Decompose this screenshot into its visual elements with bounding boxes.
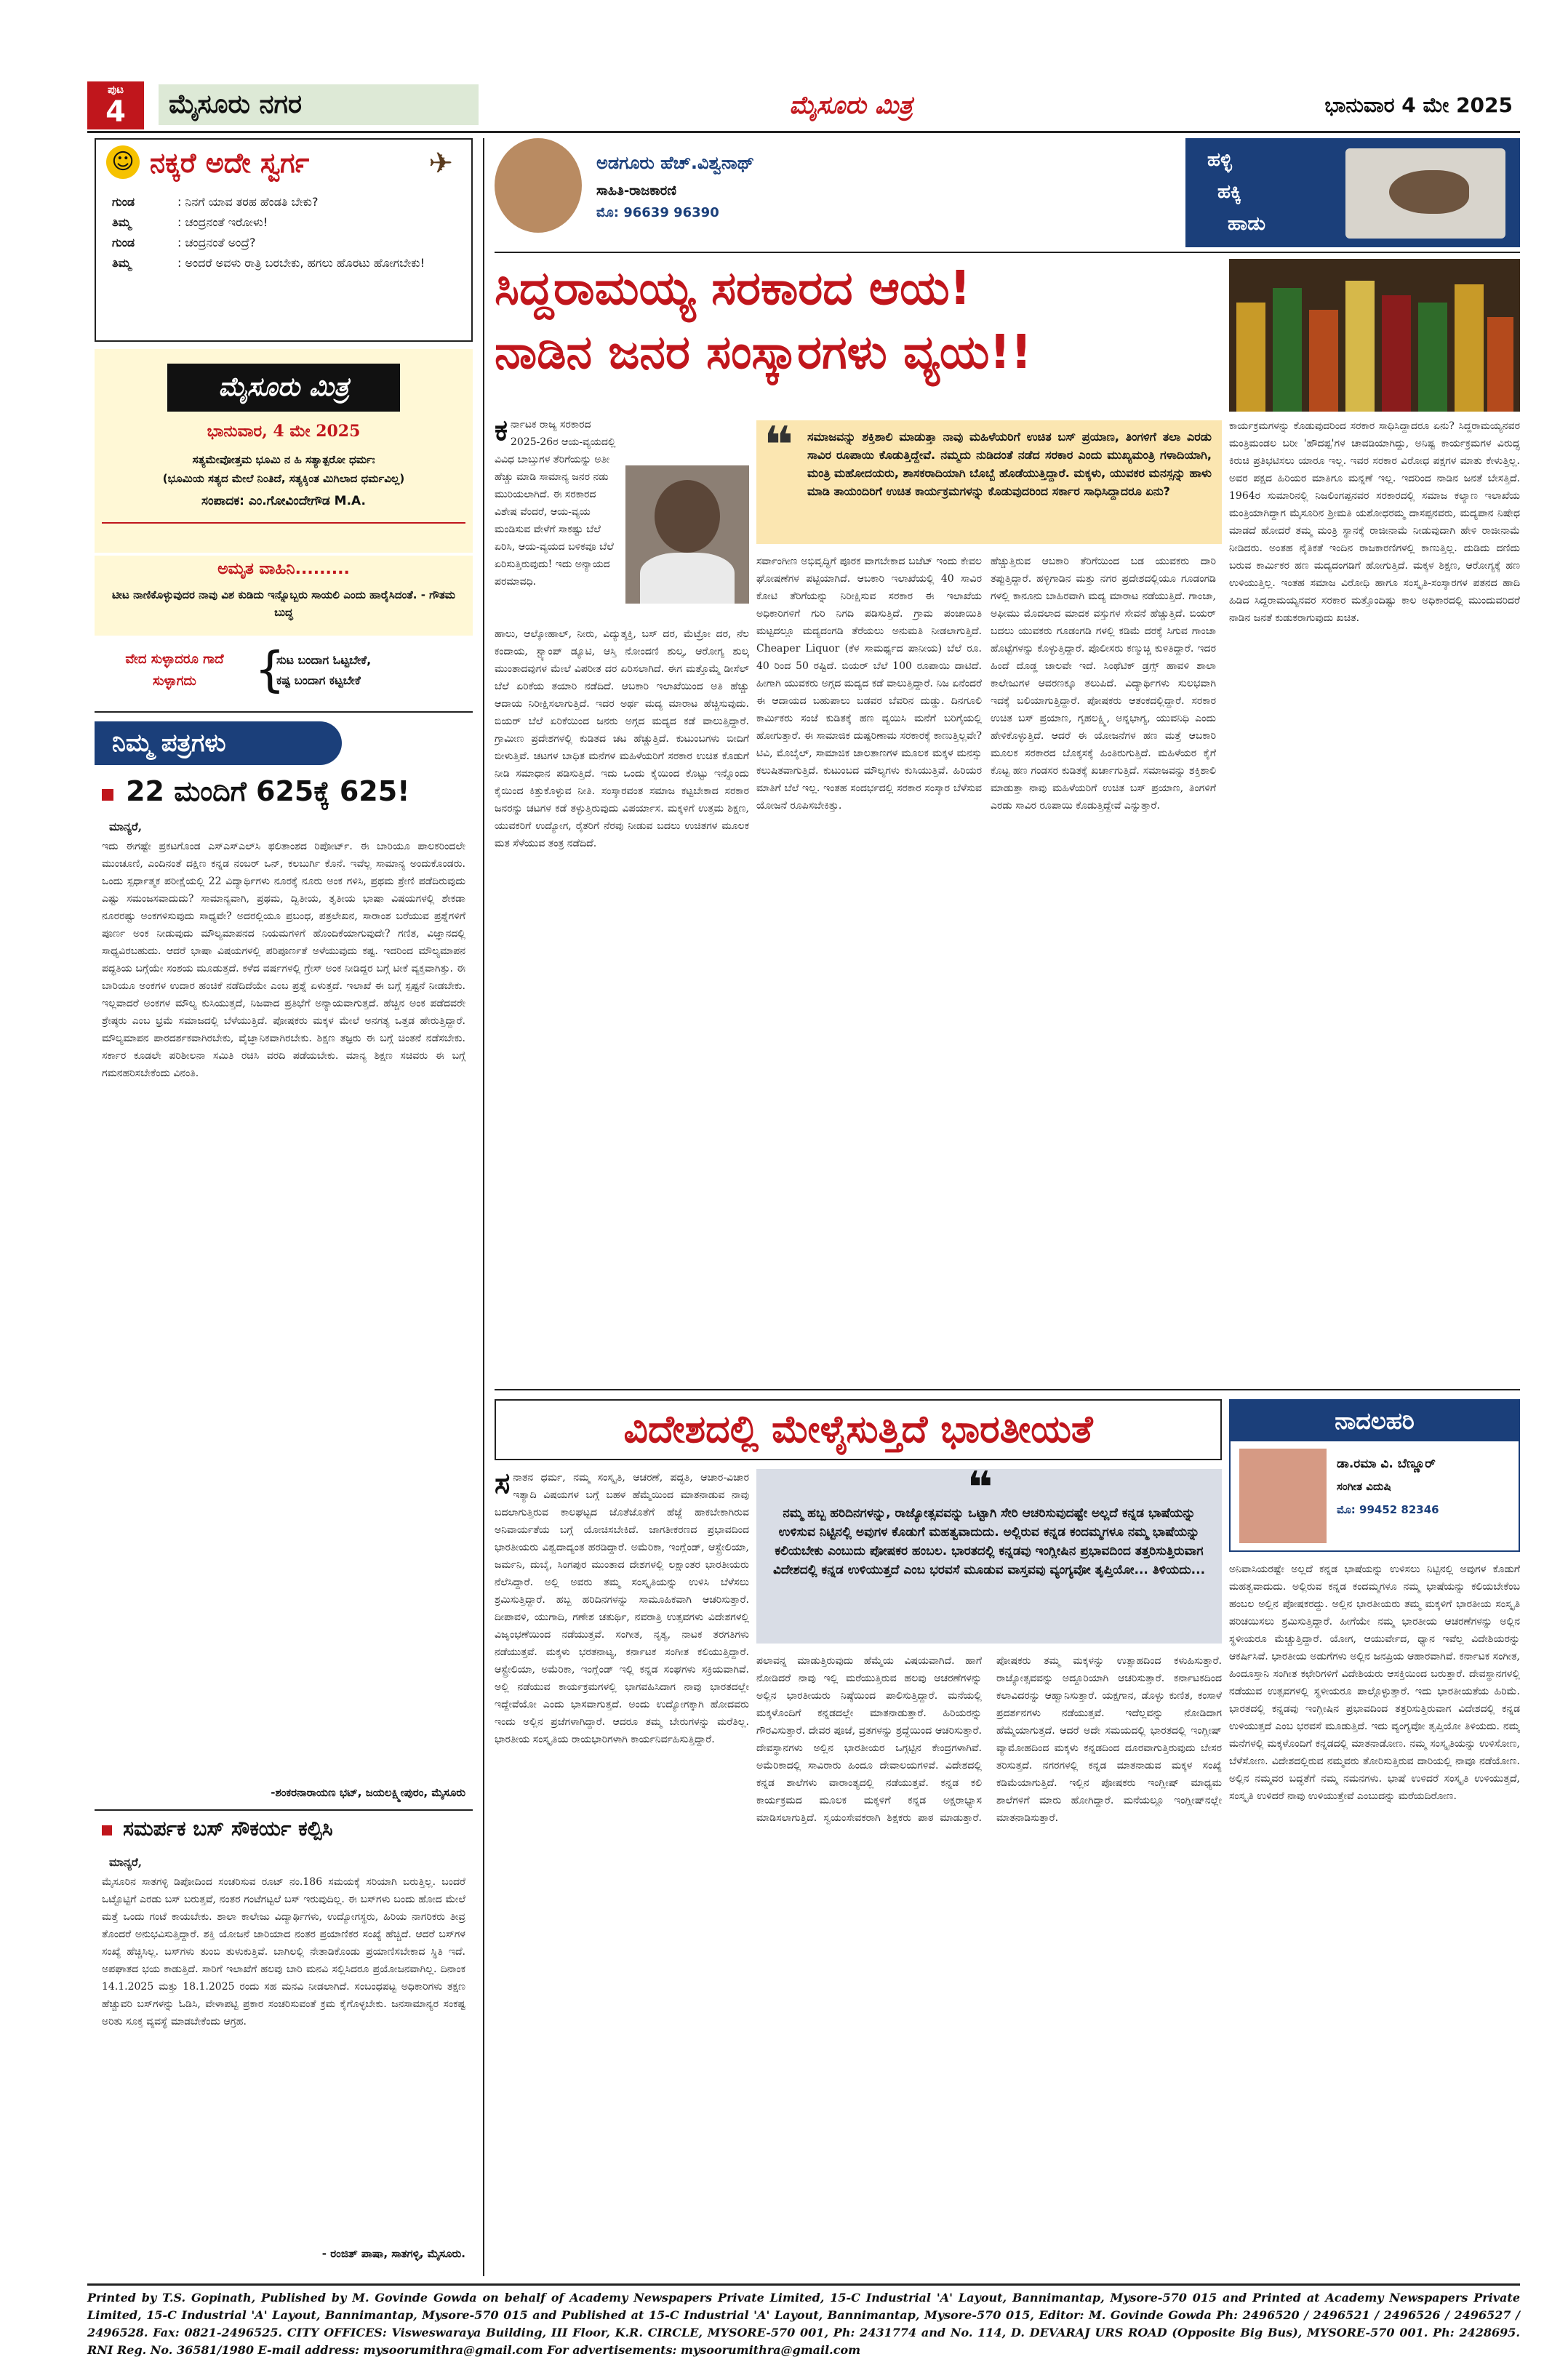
article-1-col-2: ಸರ್ವಾಂಗೀಣ ಅಭಿವೃದ್ಧಿಗೆ ಪೂರಕ ವಾಗಬೇಕಾದ ಬಜೆಟ್ ಇಂದು ಕೇವಲ ಘೋಷಣೆಗಳ ಪಟ್ಟಿಯಾಗಿದೆ. ಆಬಕಾರಿ ಇಲಾಖೆಯಲ್ಲಿ 40 ಸಾವಿರ ಕೋಟಿ ತೆರಿಗೆಯನ್ನು ನಿರೀಕ್ಷಿಸುವ ಸರಕಾರ ಈ ಇಲಾಖೆಯ ಅಧಿಕಾರಿಗಳಿಗೆ ಗುರಿ ನಿಗದಿ ಪಡಿಸುತ್ತಿದೆ. ಗ್ರಾಮ ಪಂಚಾಯಿತಿ ಮಟ್ಟದಲ್ಲೂ ಮದ್ಯದಂಗಡಿ ತೆರೆಯಲು ಅನುಮತಿ ನೀಡಲಾಗುತ್ತಿದೆ. Cheaper Liquor (ಕೆಳ ಸಾಮರ್ಥ್ಯದ ಪಾನೀಯ) ಬೆಲೆ ರೂ. 40 ರಿಂದ 50 ರಷ್ಟಿದೆ. ಬಿಯರ್ ಬೆಲೆ 100 ರೂಪಾಯಿ ದಾಟಿದೆ. ಹೀಗಾಗಿ ಯುವಕರು ಅಗ್ಗದ ಮದ್ಯದ ಕಡೆ ವಾಲುತ್ತಿದ್ದಾರೆ. ನಿಜ ಏನೆಂದರೆ ಈ ಆದಾಯದ ಬಹುಪಾಲು ಬಡವರ ಬೆವರಿನ ದುಡ್ಡು. ದಿನಗೂಲಿ ಕಾರ್ಮಿಕರು ಸಂಜೆ ಕುಡಿತಕ್ಕೆ ಹಣ ವ್ಯಯಿಸಿ ಮನೆಗೆ ಬರಿಗೈಯಲ್ಲಿ ಹೋಗುತ್ತಾರೆ. ಈ ಸಾಮಾಜಿಕ ದುಷ್ಪರಿಣಾಮ ಸರಕಾರಕ್ಕೆ ಕಾಣುತ್ತಿಲ್ಲವೇ? ಟಿವಿ, ಮೊಬೈಲ್, ಸಾಮಾಜಿಕ ಜಾಲತಾಣಗಳ ಮೂಲಕ ಮಕ್ಕಳ ಮನಸ್ಸು ಕಲುಷಿತವಾಗುತ್ತಿದೆ. ಕುಟುಂಬದ ಮೌಲ್ಯಗಳು ಕುಸಿಯುತ್ತಿವೆ. ಹಿರಿಯರ ಮಾತಿಗೆ ಬೆಲೆ ಇಲ್ಲ. ಇಂತಹ ಸಂದರ್ಭದಲ್ಲಿ ಸರಕಾರ ಸಂಸ್ಕಾರ ಬೆಳೆಸುವ ಯೋಜನೆ ರೂಪಿಸಬೇಕಿತ್ತು. xyxy=(756,556,982,812)
bottle-icon xyxy=(1345,281,1375,412)
joke-line-3: ಗುಂಡ : ಚಂದ್ರನಂತೆ ಅಂದ್ರೆ? xyxy=(112,236,256,249)
author-1-name: ಅಡಗೂರು ಹೆಚ್.ವಿಶ್ವನಾಥ್ xyxy=(596,153,754,173)
letter-2-title-row xyxy=(102,1817,465,1849)
author-2-phone: ಮೊ: 99452 82346 xyxy=(1337,1503,1439,1516)
proverb-right: ಸುಟ ಬಂದಾಗ ಓಟ್ಟಬೇಕೆ, ಕಷ್ಟ ಬಂದಾಗ ಕಟ್ಟಬೇಕೆ xyxy=(276,653,372,687)
cm-photo xyxy=(625,465,749,604)
article-2-col-3: ಅನಿವಾಸಿಯರಷ್ಟೇ ಅಲ್ಲದೆ ಕನ್ನಡ ಭಾಷೆಯನ್ನು ಉಳಿಸಲು ನಿಟ್ಟಿನಲ್ಲಿ ಅವುಗಳ ಕೊಡುಗೆ ಮಹತ್ವವಾದುದು. ಅಲ್ಲಿರುವ ಕನ್ನಡ ಕಂದಮ್ಮಗಳೂ ನಮ್ಮ ಭಾಷೆಯನ್ನು ಕಲಿಯಬೇಕೆಂಬ ಹಂಬಲ ಅಲ್ಲಿನ ಪೋಷಕರದ್ದು. ಅಲ್ಲಿನ ಭಾರತೀಯರು ತಮ್ಮ ಮಕ್ಕಳಿಗೆ ಭಾರತೀಯ ಸಂಸ್ಕೃತಿ ಪರಿಚಯಿಸಲು ಶ್ರಮಿಸುತ್ತಿದ್ದಾರೆ. ಹೀಗೆಯೇ ನಮ್ಮ ಭಾರತೀಯ ಆಚರಣೆಗಳನ್ನು ಅಲ್ಲಿನ ಸ್ಥಳೀಯರೂ ಮೆಚ್ಚುತ್ತಿದ್ದಾರೆ. ಯೋಗ, ಆಯುರ್ವೇದ, ಧ್ಯಾನ ಇವೆಲ್ಲ ವಿದೇಶಿಯರನ್ನು ಆಕರ್ಷಿಸಿವೆ. ಭಾರತೀಯ ಅಡುಗೆಗಳು ಅಲ್ಲಿನ ಜನಪ್ರಿಯ ಆಹಾರವಾಗಿವೆ. ಕರ್ನಾಟಕ ಸಂಗೀತ, ಹಿಂದೂಸ್ತಾನಿ ಸಂಗೀತ ಕಛೇರಿಗಳಿಗೆ ವಿದೇಶಿಯರು ಆಸಕ್ತಿಯಿಂದ ಬರುತ್ತಾರೆ. ದೇವಸ್ಥಾನಗಳಲ್ಲಿ ನಡೆಯುವ ಉತ್ಸವಗಳಲ್ಲಿ ಸ್ಥಳೀಯರೂ ಪಾಲ್ಗೊಳ್ಳುತ್ತಾರೆ. ಇದು ಭಾರತೀಯತೆಯ ಹಿರಿಮೆ. ಭಾರತದಲ್ಲಿ ಕನ್ನಡವು ಇಂಗ್ಲೀಷಿನ ಪ್ರಭಾವದಿಂದ ತತ್ತರಿಸುತ್ತಿರುವಾಗ ವಿದೇಶದಲ್ಲಿ ಕನ್ನಡ ಉಳಿಯುತ್ತದೆ ಎಂಬ ಭರವಸೆ ಮೂಡುತ್ತಿದೆ. ಇದು ವ್ಯಂಗ್ಯವೋ ತೃಪ್ತಿಯೋ ತಿಳಿಯದು. ನಮ್ಮ ಮನೆಗಳಲ್ಲಿ ಮಕ್ಕಳೊಂದಿಗೆ ಕನ್ನಡದಲ್ಲಿ ಮಾತನಾಡೋಣ. ನಮ್ಮ ಸಂಸ್ಕೃತಿಯನ್ನು ಉಳಿಸೋಣ, ಬೆಳೆಸೋಣ. ವಿದೇಶದಲ್ಲಿರುವ ನಮ್ಮವರು ತೋರಿಸುತ್ತಿರುವ ದಾರಿಯಲ್ಲಿ ನಾವೂ ನಡೆಯೋಣ. ಅಲ್ಲಿನ ನಮ್ಮವರ ಬದ್ಧತೆಗೆ ನಮ್ಮ ನಮನಗಳು. ಭಾಷೆ ಉಳಿದರೆ ಸಂಸ್ಕೃತಿ ಉಳಿಯುತ್ತದೆ, ಸಂಸ್ಕೃತಿ ಉಳಿದರೆ ನಾವು ಉಳಿಯುತ್ತೇವೆ ಎಂಬುದನ್ನು ಮರೆಯದಿರೋಣ. xyxy=(1229,1564,1520,1802)
section-name: ಮೈಸೂರು ನಗರ xyxy=(159,84,479,125)
bullet-icon xyxy=(102,789,113,801)
bird-photo xyxy=(1345,148,1505,239)
masthead-motto-translation: (ಭೂಮಿಯ ಸತ್ಯದ ಮೇಲೆ ನಿಂತಿದೆ, ಸತ್ಯಕ್ಕಿಂತ ಮಿಗಿಲಾದ ಧರ್ಮವಿಲ್ಲ) xyxy=(162,472,405,485)
column-separator xyxy=(483,138,484,2276)
article-1-pull-quote: ❝ ಸಮಾಜವನ್ನು ಶಕ್ತಿಶಾಲಿ ಮಾಡುತ್ತಾ ನಾವು ಮಹಿಳೆಯರಿಗೆ ಉಚಿತ ಬಸ್ ಪ್ರಯಾಣ, ತಿಂಗಳಿಗೆ ತಲಾ ಎರಡು ಸಾವಿರ ರೂಪಾಯಿ ಕೊಡುತ್ತಿದ್ದೇವೆ. ನಮ್ಮದು ನುಡಿದಂತೆ ನಡೆದ ಸರಕಾರ ಎಂದು ಮುಖ್ಯಮಂತ್ರಿ ಗಳಾದಿಯಾಗಿ, ಮಂತ್ರಿ ಮಹೋದಯರು, ಶಾಸಕರಾದಿಯಾಗಿ ಬೊಬ್ಬೆ ಹೊಡೆಯುತ್ತಿದ್ದಾರೆ. ಮಕ್ಕಳು, ಯುವಕರ ಮನಸ್ಸನ್ನು ಹಾಳು ಮಾಡಿ ತಾಯಂದಿರಿಗೆ ಉಚಿತ ಕಾರ್ಯಕ್ರಮಗಳನ್ನು ಕೊಡುವುದರಿಂದ ಸರ್ಕಾರ ಸಾಧಿಸಿದ್ದಾದರೂ ಏನು? xyxy=(756,420,1222,544)
person-icon xyxy=(655,480,720,553)
masthead-editor: ಸಂಪಾದಕ: ಎಂ.ಗೋವಿಂದೇಗೌಡ M.A. xyxy=(201,494,366,508)
bullet-icon xyxy=(102,1825,112,1835)
bird-icon xyxy=(1389,170,1469,214)
article-2-col-1: ಸನಾತನ ಧರ್ಮ, ನಮ್ಮ ಸಂಸ್ಕೃತಿ, ಆಚರಣೆ, ಪದ್ಧತಿ, ಆಚಾರ-ವಿಚಾರ ಇತ್ಯಾದಿ ವಿಷಯಗಳ ಬಗ್ಗೆ ಬಹಳ ಹೆಮ್ಮೆಯಿಂದ ಮಾತನಾಡುವ ನಾವು ಬದಲಾಗುತ್ತಿರುವ ಕಾಲಘಟ್ಟದ ಜೊತೆಜೊತೆಗೆ ಹೆಜ್ಜೆ ಹಾಕಬೇಕಾಗಿರುವ ಅನಿವಾರ್ಯತೆಯ ಬಗ್ಗೆ ಯೋಚಿಸಬೇಕಿದೆ. ಜಾಗತೀಕರಣದ ಪ್ರಭಾವದಿಂದ ಭಾರತೀಯರು ವಿಶ್ವದಾದ್ಯಂತ ಹರಡಿದ್ದಾರೆ. ಅಮೆರಿಕಾ, ಇಂಗ್ಲೆಂಡ್, ಆಸ್ಟ್ರೇಲಿಯಾ, ಜರ್ಮನಿ, ದುಬೈ, ಸಿಂಗಪುರ ಮುಂತಾದ ದೇಶಗಳಲ್ಲಿ ಲಕ್ಷಾಂತರ ಭಾರತೀಯರು ನೆಲೆಸಿದ್ದಾರೆ. ಅಲ್ಲಿ ಅವರು ತಮ್ಮ ಸಂಸ್ಕೃತಿಯನ್ನು ಉಳಿಸಿ ಬೆಳೆಸಲು ಶ್ರಮಿಸುತ್ತಿದ್ದಾರೆ. ಹಬ್ಬ ಹರಿದಿನಗಳನ್ನು ಸಾಮೂಹಿಕವಾಗಿ ಆಚರಿಸುತ್ತಾರೆ. ದೀಪಾವಳಿ, ಯುಗಾದಿ, ಗಣೇಶ ಚತುರ್ಥಿ, ನವರಾತ್ರಿ ಉತ್ಸವಗಳು ವಿದೇಶಗಳಲ್ಲಿ ವಿಜೃಂಭಣೆಯಿಂದ ನಡೆಯುತ್ತವೆ. ಸಂಗೀತ, ನೃತ್ಯ, ನಾಟಕ ತರಗತಿಗಳು ನಡೆಯುತ್ತವೆ. ಮಕ್ಕಳು ಭರತನಾಟ್ಯ, ಕರ್ನಾಟಕ ಸಂಗೀತ ಕಲಿಯುತ್ತಿದ್ದಾರೆ. ಆಸ್ಟ್ರೇಲಿಯಾ, ಅಮೆರಿಕಾ, ಇಂಗ್ಲೆಂಡ್ ಇಲ್ಲಿ ಕನ್ನಡ ಸಂಘಗಳು ಸಕ್ರಿಯವಾಗಿವೆ. ಅಲ್ಲಿ ನಡೆಯುವ ಕಾರ್ಯಕ್ರಮಗಳಲ್ಲಿ ಭಾಗವಹಿಸಿದಾಗ ನಾವು ಭಾರತದಲ್ಲೇ ಇದ್ದೇವೆಯೋ ಎಂದು ಭಾಸವಾಗುತ್ತದೆ. ಅಂದು ಉದ್ಯೋಗಕ್ಕಾಗಿ ಹೋದವರು ಇಂದು ಅಲ್ಲಿನ ಪ್ರಜೆಗಳಾಗಿದ್ದಾರೆ. ಆದರೂ ತಮ್ಮ ಬೇರುಗಳನ್ನು ಮರೆತಿಲ್ಲ. ಭಾರತೀಯ ಸಂಸ್ಕೃತಿಯ ರಾಯಭಾರಿಗಳಾಗಿ ಕಾರ್ಯನಿರ್ವಹಿಸುತ್ತಿದ್ದಾರೆ. xyxy=(495,1469,749,1745)
author-2-box-title: ನಾದಲಹರಿ xyxy=(1231,1401,1519,1441)
article-1-lead: ಕರ್ನಾಟಕ ರಾಜ್ಯ ಸರಕಾರದ 2025-26ರ ಆಯ-ವ್ಯಯದಲ್ಲಿ ವಿವಿಧ ಬಾಬ್ತುಗಳ ತೆರಿಗೆಯನ್ನು ಅತೀ ಹೆಚ್ಚು ಮಾಡಿ ಸಾಮಾನ್ಯ ಜನರ ನಡು ಮುರಿಯಲಾಗಿದೆ. ಈ ಸರಕಾರದ ವಿಶೇಷ ವೆಂದರೆ, ಆಯ-ವ್ಯಯ ಮಂಡಿಸುವ ವೇಳೆಗೆ ಸಾಕಷ್ಟು ಬೆಲೆ ಏರಿಸಿ, ಆಯ-ವ್ಯಯದ ಬಳಿಕವೂ ಬೆಲೆ ಏರಿಸುತ್ತಿರುವುದು! ಇದು ಅನ್ಯಾಯದ ಪರಮಾವಧಿ. xyxy=(495,416,616,588)
halli-hakki-title: ಹಳ್ಳಿ ಹಕ್ಕಿ ಹಾಡು xyxy=(1207,149,1266,235)
joke-line-2: ತಿಮ್ಮ : ಚಂದ್ರನಂತೆ ಇರೋಳು! xyxy=(112,215,268,229)
masthead-divider xyxy=(102,522,465,524)
letter-1-title-row xyxy=(102,775,465,819)
bottle-icon xyxy=(1236,303,1265,412)
header-rule xyxy=(87,131,1520,133)
page-label: ಪುಟ xyxy=(107,83,124,96)
letter-2-salute: ಮಾನ್ಯರೆ, xyxy=(109,1855,143,1869)
halli-hakki-box xyxy=(1185,138,1520,247)
quote-mark-icon: ❝ xyxy=(764,415,794,475)
article-1-top-rule xyxy=(495,252,1520,253)
paper-name: ಮೈಸೂರು ಮಿತ್ರ xyxy=(789,91,913,120)
author-1-phone: ಮೊ: 96639 96390 xyxy=(596,205,719,220)
article-2-headline-box xyxy=(495,1399,1222,1460)
author-1-photo xyxy=(495,138,582,233)
letter-2-title: ಸಮರ್ಪಕ ಬಸ್ ಸೌಕರ್ಯ ಕಲ್ಪಿಸಿ xyxy=(123,1817,333,1841)
letter-1-body: ಇದು ಈಗಷ್ಟೇ ಪ್ರಕಟಗೊಂಡ ಎಸ್‌ಎಸ್‌ಎಲ್‌ಸಿ ಫಲಿತಾಂಶದ ರಿಪೋರ್ಟ್. ಈ ಬಾರಿಯೂ ಪಾಲಕರಿಂದಲೇ ಮುಂಚೂಣಿ, ಎಂದಿನಂತೆ ದಕ್ಷಿಣ ಕನ್ನಡ ನಂಬರ್ ಒನ್, ಕಲಬುರ್ಗಿ ಕೊನೆ. ಇವೆಲ್ಲ ಸಾಮಾನ್ಯ ಅಂದುಕೊಂಡರು. ಒಂದು ಸ್ಪರ್ಧಾತ್ಮಕ ಪರೀಕ್ಷೆಯಲ್ಲಿ 22 ವಿದ್ಯಾರ್ಥಿಗಳು ನೂರಕ್ಕೆ ನೂರು ಅಂಕ ಗಳಿಸಿ, ಪ್ರಥಮ ಶ್ರೇಣಿ ಪಡೆದಿರುವುದು ಎಷ್ಟು ಸಮಂಜಸವಾದುದು? ಸಾಮಾನ್ಯವಾಗಿ, ಪ್ರಥಮ, ದ್ವಿತೀಯ, ತೃತೀಯ ಭಾಷಾ ವಿಷಯಗಳಲ್ಲಿ ಶೇಕಡಾ ನೂರರಷ್ಟು ಅಂಕಗಳಿಸುವುದು ಸಾಧ್ಯವೇ? ಅದರಲ್ಲಿಯೂ ಪ್ರಬಂಧ, ಪತ್ರಲೇಖನ, ಸಾರಾಂಶ ಬರೆಯುವ ಪ್ರಶ್ನೆಗಳಿಗೆ ಪೂರ್ಣ ಅಂಕ ನೀಡುವುದು ಮೌಲ್ಯಮಾಪನದ ನಿಯಮಗಳಿಗೆ ಹೊಂದಿಕೆಯಾಗುವುದೇ? ಗಣಿತ, ವಿಜ್ಞಾನದಲ್ಲಿ ಸಾಧ್ಯವಿರಬಹುದು. ಆದರೆ ಭಾಷಾ ವಿಷಯಗಳಲ್ಲಿ ಪರಿಪೂರ್ಣತೆ ಅಳೆಯುವುದು ಕಷ್ಟ. ಇದರಿಂದ ಮೌಲ್ಯಮಾಪನ ಪದ್ಧತಿಯ ಬಗ್ಗೆಯೇ ಸಂಶಯ ಮೂಡುತ್ತದೆ. ಕಳೆದ ವರ್ಷಗಳಲ್ಲಿ ಗ್ರೇಸ್ ಅಂಕ ನೀಡಿದ್ದರ ಬಗ್ಗೆ ಟೀಕೆ ವ್ಯಕ್ತವಾಗಿತ್ತು. ಈ ಬಾರಿಯೂ ಅಂಕಗಳ ಉದಾರ ಹಂಚಿಕೆ ನಡೆದಿದೆಯೇ ಎಂಬ ಪ್ರಶ್ನೆ ಏಳುತ್ತದೆ. ಇಲಾಖೆ ಈ ಬಗ್ಗೆ ಸ್ಪಷ್ಟನೆ ನೀಡಬೇಕು. ಇಲ್ಲವಾದರೆ ಅಂಕಗಳ ಮೌಲ್ಯ ಕುಸಿಯುತ್ತದೆ, ನಿಜವಾದ ಪ್ರತಿಭೆಗೆ ಅನ್ಯಾಯವಾಗುತ್ತದೆ. ಹೆಚ್ಚಿನ ಅಂಕ ಪಡೆದವರೇ ಶ್ರೇಷ್ಠರು ಎಂಬ ಭ್ರಮೆ ಸಮಾಜದಲ್ಲಿ ಬೆಳೆಯುತ್ತಿದೆ. ಪೋಷಕರು ಮಕ್ಕಳ ಮೇಲೆ ಅನಗತ್ಯ ಒತ್ತಡ ಹೇರುತ್ತಿದ್ದಾರೆ. ಮೌಲ್ಯಮಾಪನ ಪಾರದರ್ಶಕವಾಗಿರಬೇಕು, ವೈಜ್ಞಾನಿಕವಾಗಿರಬೇಕು. ಶಿಕ್ಷಣ ತಜ್ಞರು ಈ ಬಗ್ಗೆ ಚಿಂತನೆ ನಡೆಸಬೇಕು. ಸರ್ಕಾರ ಕೂಡಲೇ ಪರಿಶೀಲನಾ ಸಮಿತಿ ರಚಿಸಿ ವರದಿ ಪಡೆಯಬೇಕು. ಮಾನ್ಯ ಶಿಕ್ಷಣ ಸಚಿವರು ಈ ಬಗ್ಗೆ ಗಮನಹರಿಸಬೇಕೆಂದು ವಿನಂತಿ. xyxy=(102,841,465,1079)
masthead-motto: ಸತ್ಯಮೇವೋತ್ತಮ ಭೂಮಿ ನ ಹಿ ಸತ್ಯಾತ್ಪರೋ ಧರ್ಮಃ xyxy=(192,453,375,466)
joke-title: ನಕ್ಕರೆ ಅದೇ ಸ್ವರ್ಗ xyxy=(150,147,310,179)
brace-icon: { xyxy=(255,641,285,697)
author-2-photo xyxy=(1239,1449,1327,1543)
amrutha-box xyxy=(95,556,473,636)
amrutha-quote: ಟೀಟ ನಾಣಿಕೊಳ್ಳುವುದರ ನಾವು ವಿಶ ಕುಡಿದು ಇನ್ನೊಬ್ಬರು ಸಾಯಲಿ ಎಂದು ಹಾರೈಸಿದಂತೆ. - ಗೌತಮ ಬುದ್ಧ xyxy=(111,588,456,619)
cartoon-icon: ✈ xyxy=(428,147,453,180)
page-number: 4 xyxy=(105,95,126,129)
letter-1-title: 22 ಮಂದಿಗೆ 625ಕ್ಕೆ 625! xyxy=(126,775,410,807)
person-body-icon xyxy=(640,553,735,604)
liquor-bottles-photo xyxy=(1229,259,1520,412)
proverb-left: ವೇದ ಸುಳ್ಳಾದರೂ ಗಾದೆ ಸುಳ್ಳಾಗದು xyxy=(125,652,224,689)
letter-1-salute: ಮಾನ್ಯರೆ, xyxy=(109,820,143,833)
proverb-box xyxy=(95,641,473,702)
letters-banner: ನಿಮ್ಮ ಪತ್ರಗಳು xyxy=(95,721,342,765)
amrutha-author: - ಗೌತಮ ಬುದ್ಧ xyxy=(274,588,456,619)
article-2-pull-quote: ❝ ನಮ್ಮ ಹಬ್ಬ ಹರಿದಿನಗಳನ್ನು, ರಾಜ್ಯೋತ್ಸವವನ್ನು ಒಟ್ಟಾಗಿ ಸೇರಿ ಆಚರಿಸುವುದಷ್ಟೇ ಅಲ್ಲದೆ ಕನ್ನಡ ಭಾಷೆಯನ್ನು ಉಳಿಸುವ ನಿಟ್ಟಿನಲ್ಲಿ ಅವುಗಳ ಕೊಡುಗೆ ಮಹತ್ವವಾದುದು. ಅಲ್ಲಿರುವ ಕನ್ನಡ ಕಂದಮ್ಮಗಳೂ ನಮ್ಮ ಭಾಷೆಯನ್ನು ಕಲಿಯಬೇಕು ಎಂಬುದು ಪೋಷಕರ ಹಂಬಲ. ಭಾರತದಲ್ಲಿ ಕನ್ನಡವು ಇಂಗ್ಲೀಷಿನ ಪ್ರಭಾವದಿಂದ ತತ್ತರಿಸುತ್ತಿರುವಾಗ ವಿದೇಶದಲ್ಲಿ ಕನ್ನಡ ಉಳಿಯುತ್ತದೆ ಎಂಬ ಭರವಸೆ ಮೂಡುವ ವಾಸ್ತವವು ವ್ಯಂಗ್ಯವೋ ತೃಪ್ತಿಯೋ... ತಿಳಿಯದು... xyxy=(756,1469,1222,1644)
bottle-icon xyxy=(1487,317,1513,412)
article-1-col-3: ಹೆಚ್ಚುತ್ತಿರುವ ಆಬಕಾರಿ ತೆರಿಗೆಯಿಂದ ಬಡ ಯುವಕರು ದಾರಿ ತಪ್ಪುತ್ತಿದ್ದಾರೆ. ಹಳ್ಳಿಗಾಡಿನ ಮತ್ತು ನಗರ ಪ್ರದೇಶದಲ್ಲಿಯೂ ಗೂಡಂಗಡಿ ಗಳಲ್ಲಿ ಕಾನೂನು ಬಾಹಿರವಾಗಿ ಮದ್ಯ ಮಾರಾಟ ನಡೆಯುತ್ತಿದೆ. ಗಾಂಜಾ, ಅಫೀಮು ಮೊದಲಾದ ಮಾದಕ ವಸ್ತುಗಳ ಸೇವನೆ ಹೆಚ್ಚುತ್ತಿದೆ. ಬಿಯರ್ ಬದಲು ಯುವಕರು ಗೂಡಂಗಡಿ ಗಳಲ್ಲಿ ಕಡಿಮೆ ದರಕ್ಕೆ ಸಿಗುವ ಗಾಂಜಾ ಹೊಟ್ಟೆಗಳನ್ನು ಕೊಳ್ಳುತ್ತಿದ್ದಾರೆ. ಪೊಲೀಸರು ಕಣ್ಮುಚ್ಚಿ ಕುಳಿತಿದ್ದಾರೆ. ಇದರ ಹಿಂದೆ ದೊಡ್ಡ ಜಾಲವೇ ಇದೆ. ಸಿಂಥೆಟಿಕ್ ಡ್ರಗ್ಸ್ ಹಾವಳಿ ಶಾಲಾ ಕಾಲೇಜುಗಳ ಆವರಣಕ್ಕೂ ತಲುಪಿದೆ. ವಿದ್ಯಾರ್ಥಿಗಳು ಸುಲಭವಾಗಿ ಇದಕ್ಕೆ ಬಲಿಯಾಗುತ್ತಿದ್ದಾರೆ. ಪೋಷಕರು ಆತಂಕದಲ್ಲಿದ್ದಾರೆ. ಸರಕಾರ ಉಚಿತ ಬಸ್ ಪ್ರಯಾಣ, ಗೃಹಲಕ್ಷ್ಮಿ, ಅನ್ನಭಾಗ್ಯ, ಯುವನಿಧಿ ಎಂದು ಹೇಳಿಕೊಳ್ಳುತ್ತಿದೆ. ಆದರೆ ಈ ಯೋಜನೆಗಳ ಹಣ ಮತ್ತೆ ಆಬಕಾರಿ ಮೂಲಕ ಸರಕಾರದ ಬೊಕ್ಕಸಕ್ಕೆ ಹಿಂತಿರುಗುತ್ತಿದೆ. ಮಹಿಳೆಯರ ಕೈಗೆ ಕೊಟ್ಟ ಹಣ ಗಂಡಸರ ಕುಡಿತಕ್ಕೆ ಖರ್ಚಾಗುತ್ತಿದೆ. ಸಮಾಜವನ್ನು ಶಕ್ತಿಶಾಲಿ ಮಾಡುತ್ತಾ ನಾವು ಮಹಿಳೆಯರಿಗೆ ಉಚಿತ ಬಸ್ ಪ್ರಯಾಣ, ತಿಂಗಳಿಗೆ ಎರಡು ಸಾವಿರ ರೂಪಾಯಿ ಕೊಡುತ್ತಿದ್ದೇವೆ ಎನ್ನುತ್ತಾರೆ. xyxy=(991,556,1216,812)
author-2-box xyxy=(1229,1399,1520,1552)
quote-mark-icon: ❝ xyxy=(967,1462,993,1513)
author-1-role: ಸಾಹಿತಿ-ರಾಜಕಾರಣಿ xyxy=(596,183,676,199)
article-2-col-2: ಪಲಾವನ್ನ ಮಾಡುತ್ತಿರುವುದು ಹೆಮ್ಮೆಯ ವಿಷಯವಾಗಿದೆ. ಹಾಗೆ ನೋಡಿದರೆ ನಾವು ಇಲ್ಲಿ ಮರೆಯುತ್ತಿರುವ ಹಲವು ಆಚರಣೆಗಳನ್ನು ಅಲ್ಲಿನ ಭಾರತೀಯರು ನಿಷ್ಠೆಯಿಂದ ಪಾಲಿಸುತ್ತಿದ್ದಾರೆ. ಮನೆಯಲ್ಲಿ ಮಕ್ಕಳೊಂದಿಗೆ ಕನ್ನಡದಲ್ಲೇ ಮಾತನಾಡುತ್ತಾರೆ. ಹಿರಿಯರನ್ನು ಗೌರವಿಸುತ್ತಾರೆ. ದೇವರ ಪೂಜೆ, ವ್ರತಗಳನ್ನು ಶ್ರದ್ಧೆಯಿಂದ ಆಚರಿಸುತ್ತಾರೆ. ದೇವಸ್ಥಾನಗಳು ಅಲ್ಲಿನ ಭಾರತೀಯರ ಒಗ್ಗಟ್ಟಿನ ಕೇಂದ್ರಗಳಾಗಿವೆ. ಅಮೆರಿಕಾದಲ್ಲಿ ಸಾವಿರಾರು ಹಿಂದೂ ದೇವಾಲಯಗಳಿವೆ. ವಿದೇಶದಲ್ಲಿ ಕನ್ನಡ ಶಾಲೆಗಳು ವಾರಾಂತ್ಯದಲ್ಲಿ ನಡೆಯುತ್ತವೆ. ಕನ್ನಡ ಕಲಿ ಕಾರ್ಯಕ್ರಮದ ಮೂಲಕ ಮಕ್ಕಳಿಗೆ ಕನ್ನಡ ಅಕ್ಷರಾಭ್ಯಾಸ ಮಾಡಿಸಲಾಗುತ್ತಿದೆ. ಸ್ವಯಂಸೇವಕರಾಗಿ ಶಿಕ್ಷಕರು ಪಾಠ ಮಾಡುತ್ತಾರೆ. ಪೋಷಕರು ತಮ್ಮ ಮಕ್ಕಳನ್ನು ಉತ್ಸಾಹದಿಂದ ಕಳುಹಿಸುತ್ತಾರೆ. ರಾಜ್ಯೋತ್ಸವವನ್ನು ಅದ್ದೂರಿಯಾಗಿ ಆಚರಿಸುತ್ತಾರೆ. ಕರ್ನಾಟಕದಿಂದ ಕಲಾವಿದರನ್ನು ಆಹ್ವಾನಿಸುತ್ತಾರೆ. ಯಕ್ಷಗಾನ, ಡೊಳ್ಳು ಕುಣಿತ, ಕಂಸಾಳೆ ಪ್ರದರ್ಶನಗಳು ನಡೆಯುತ್ತವೆ. ಇದೆಲ್ಲವನ್ನು ನೋಡಿದಾಗ ಹೆಮ್ಮೆಯಾಗುತ್ತದೆ. ಆದರೆ ಅದೇ ಸಮಯದಲ್ಲಿ ಭಾರತದಲ್ಲಿ ಇಂಗ್ಲೀಷ್ ವ್ಯಾಮೋಹದಿಂದ ಮಕ್ಕಳು ಕನ್ನಡದಿಂದ ದೂರವಾಗುತ್ತಿರುವುದು ಬೇಸರ ತರಿಸುತ್ತದೆ. ನಗರಗಳಲ್ಲಿ ಕನ್ನಡ ಮಾತನಾಡುವ ಮಕ್ಕಳ ಸಂಖ್ಯೆ ಕಡಿಮೆಯಾಗುತ್ತಿದೆ. ಇಲ್ಲಿನ ಪೋಷಕರು ಇಂಗ್ಲೀಷ್ ಮಾಧ್ಯಮ ಶಾಲೆಗಳಿಗೆ ಮಾರು ಹೋಗಿದ್ದಾರೆ. ಮನೆಯಲ್ಲೂ ಇಂಗ್ಲೀಷ್‌ನಲ್ಲೇ ಮಾತನಾಡಿಸುತ್ತಾರೆ. xyxy=(756,1655,1222,1824)
page-number-badge xyxy=(87,81,144,129)
article-1-col-4: ಕಾರ್ಯಕ್ರಮಗಳನ್ನು ಕೊಡುವುದರಿಂದ ಸರಕಾರ ಸಾಧಿಸಿದ್ದಾದರೂ ಏನು? ಸಿದ್ದರಾಮಯ್ಯನವರ ಮಂತ್ರಿಮಂಡಲ ಬರೀ 'ಹೌದಪ್ಪ'ಗಳ ಚಾವಡಿಯಾಗಿದ್ದು, ಅನಿಷ್ಟ ಕಾರ್ಯಕ್ರಮಗಳ ವಿರುದ್ಧ ಕಿರುಚಿ ಪ್ರತಿಭಟಿಸಲು ಯಾರೂ ಇಲ್ಲ. ಇವರ ಸರಕಾರ ವಿರೋಧ ಪಕ್ಷಗಳ ಮಾತು ಕೇಳುತ್ತಿಲ್ಲ. ಅವರ ಪಕ್ಷದ ಹಿರಿಯರ ಮಾತಿಗೂ ಮನ್ನಣೆ ಇಲ್ಲ. ಇದರಿಂದ ನಾಡಿನ ಜನತೆ ಬೇಸತ್ತಿದೆ. 1964ರ ಸುಮಾರಿನಲ್ಲಿ ನಿಜಲಿಂಗಪ್ಪನವರ ಸರಕಾರದಲ್ಲಿ ಸಮಾಜ ಕಲ್ಯಾಣ ಇಲಾಖೆಯ ಮಂತ್ರಿಯಾಗಿದ್ದಾಗ ಮೈಸೂರಿನ ಶ್ರೀಮತಿ ಯಶೋಧರಮ್ಮ ದಾಸಪ್ಪನವರು, ಮದ್ಯಪಾನ ನಿಷೇಧ ಮಾಡದೆ ಹೋದರೆ ತಮ್ಮ ಮಂತ್ರಿ ಸ್ಥಾನಕ್ಕೆ ರಾಜೀನಾಮೆ ನೀಡುವುದಾಗಿ ಹೇಳಿ ರಾಜೀನಾಮೆ ನೀಡಿದರು. ಅಂತಹ ನೈತಿಕತೆ ಇಂದಿನ ರಾಜಕಾರಣಿಗಳಲ್ಲಿ ಕಾಣುತ್ತಿಲ್ಲ. ದುಡಿದು ದಣಿದು ಬರುವ ಕಾರ್ಮಿಕರ ಹಣ ಮದ್ಯದಂಗಡಿಗೆ ಹೋಗುತ್ತಿದೆ. ಮಕ್ಕಳ ಶಿಕ್ಷಣ, ಆರೋಗ್ಯಕ್ಕೆ ಹಣ ಉಳಿಯುತ್ತಿಲ್ಲ. ಇಂತಹ ಸಮಾಜ ವಿರೋಧಿ ಹಾಗೂ ಸಂಸ್ಕೃತಿ-ಸಂಸ್ಕಾರಗಳ ಪತನದ ಹಾದಿ ಹಿಡಿದ ಸಿದ್ದರಾಮಯ್ಯನವರ ಸರಕಾರ ಮತ್ತೊಂದಿಷ್ಟು ಕಾಲ ಅಧಿಕಾರದಲ್ಲಿ ಮುಂದುವರಿದರೆ ನಾಡಿನ ಜನತೆ ಕುಡುಕರಾಗುವುದು ಖಚಿತ. xyxy=(1229,420,1520,624)
bottle-icon xyxy=(1455,284,1484,412)
joke-line-4: ತಿಮ್ಮ : ಅಂದರೆ ಅವಳು ರಾತ್ರಿ ಬರಬೇಕು, ಹಗಲು ಹೊರಟು ಹೋಗಬೇಕು! xyxy=(112,256,425,270)
letter-1-signature: -ಶಂಕರನಾರಾಯಣ ಭಟ್, ಜಯಲಕ್ಷ್ಮೀಪುರಂ, ಮೈಸೂರು xyxy=(271,1786,465,1799)
masthead-date: ಭಾನುವಾರ, 4 ಮೇ 2025 xyxy=(207,422,361,441)
bottle-icon xyxy=(1309,310,1338,412)
laughing-face-icon: ☺ xyxy=(106,145,140,179)
letter-2-body: ಮೈಸೂರಿನ ಸಾತಗಳ್ಳಿ ಡಿಪೋದಿಂದ ಸಂಚರಿಸುವ ರೂಟ್ ನಂ.186 ಸಮಯಕ್ಕೆ ಸರಿಯಾಗಿ ಬರುತ್ತಿಲ್ಲ. ಬಂದರೆ ಒಟ್ಟೊಟ್ಟಿಗೆ ಎರಡು ಬಸ್ ಬರುತ್ತವೆ, ನಂತರ ಗಂಟೆಗಟ್ಟಲೆ ಬಸ್ ಇರುವುದಿಲ್ಲ. ಈ ಬಸ್‌ಗಳು ಬಂದು ಹೋದ ಮೇಲೆ ಮತ್ತೆ ಒಂದು ಗಂಟೆ ಕಾಯಬೇಕು. ಶಾಲಾ ಕಾಲೇಜು ವಿದ್ಯಾರ್ಥಿಗಳು, ಉದ್ಯೋಗಸ್ಥರು, ಹಿರಿಯ ನಾಗರಿಕರು ತೀವ್ರ ತೊಂದರೆ ಅನುಭವಿಸುತ್ತಿದ್ದಾರೆ. ಶಕ್ತಿ ಯೋಜನೆ ಜಾರಿಯಾದ ನಂತರ ಪ್ರಯಾಣಿಕರ ಸಂಖ್ಯೆ ಹೆಚ್ಚಿದೆ. ಆದರೆ ಬಸ್‌ಗಳ ಸಂಖ್ಯೆ ಹೆಚ್ಚಿಸಿಲ್ಲ. ಬಸ್‌ಗಳು ತುಂಬಿ ತುಳುಕುತ್ತಿವೆ. ಬಾಗಿಲಲ್ಲಿ ನೇತಾಡಿಕೊಂಡು ಪ್ರಯಾಣಿಸಬೇಕಾದ ಸ್ಥಿತಿ ಇದೆ. ಅಪಘಾತದ ಭಯ ಕಾಡುತ್ತಿದೆ. ಸಾರಿಗೆ ಇಲಾಖೆಗೆ ಹಲವು ಬಾರಿ ಮನವಿ ಸಲ್ಲಿಸಿದರೂ ಪ್ರಯೋಜನವಾಗಿಲ್ಲ. ದಿನಾಂಕ 14.1.2025 ಮತ್ತು 18.1.2025 ರಂದು ಸಹ ಮನವಿ ನೀಡಲಾಗಿದೆ. ಸಂಬಂಧಪಟ್ಟ ಅಧಿಕಾರಿಗಳು ತಕ್ಷಣ ಹೆಚ್ಚುವರಿ ಬಸ್‌ಗಳನ್ನು ಓಡಿಸಿ, ವೇಳಾಪಟ್ಟಿ ಪ್ರಕಾರ ಸಂಚರಿಸುವಂತೆ ಕ್ರಮ ಕೈಗೊಳ್ಳಬೇಕು. ಜನಸಾಮಾನ್ಯರ ಸಂಕಷ್ಟ ಅರಿತು ಸೂಕ್ತ ವ್ಯವಸ್ಥೆ ಮಾಡಬೇಕೆಂದು ಆಗ್ರಹ. xyxy=(102,1876,465,2027)
header-date: ಭಾನುವಾರ 4 ಮೇ 2025 xyxy=(1324,93,1513,117)
article-1-headline-2: ನಾಡಿನ ಜನರ ಸಂಸ್ಕಾರಗಳು ವ್ಯಯ!! xyxy=(495,326,1032,380)
drop-cap: ಕ xyxy=(495,416,508,447)
bottle-icon xyxy=(1273,288,1302,412)
drop-cap: ಸ xyxy=(495,1469,511,1500)
masthead-box xyxy=(95,349,473,553)
article-1-headline-1: ಸಿದ್ದರಾಮಯ್ಯ ಸರಕಾರದ ಆಯ! xyxy=(495,262,971,316)
bottle-icon xyxy=(1382,295,1411,412)
joke-line-1: ಗುಂಡ : ನಿನಗೆ ಯಾವ ತರಹ ಹೆಂಡತಿ ಬೇಕು? xyxy=(112,195,319,209)
article-1-col-1: ಹಾಲು, ಆಲ್ಕೋಹಾಲ್, ನೀರು, ವಿದ್ಯುತ್ಶಕ್ತಿ, ಬಸ್ ದರ, ಮೆಟ್ರೋ ದರ, ನೆಲ ಕಂದಾಯ, ಸ್ಟ್ಯಾಂಪ್ ಡ್ಯೂಟಿ, ಆಸ್ತಿ ನೋಂದಣಿ ಶುಲ್ಕ, ಆರೋಗ್ಯ ಶುಲ್ಕ ಮುಂತಾದವುಗಳ ಮೇಲೆ ವಿಪರೀತ ದರ ಏರಿಸಲಾಗಿದೆ. ಈಗ ಮತ್ತೊಮ್ಮೆ ಡೀಸೆಲ್ ಬೆಲೆ ಏರಿಕೆಯ ತಯಾರಿ ನಡೆದಿದೆ. ಆಬಕಾರಿ ಇಲಾಖೆಯಿಂದ ಅತಿ ಹೆಚ್ಚು ಆದಾಯ ನಿರೀಕ್ಷಿಸಲಾಗುತ್ತಿದೆ. ಇದರ ಅರ್ಥ ಮದ್ಯ ಮಾರಾಟ ಹೆಚ್ಚಿಸುವುದು. ಬಿಯರ್ ಬೆಲೆ ಏರಿಕೆಯಿಂದ ಜನರು ಅಗ್ಗದ ಮದ್ಯದ ಕಡೆ ವಾಲುತ್ತಿದ್ದಾರೆ. ಗ್ರಾಮೀಣ ಪ್ರದೇಶಗಳಲ್ಲಿ ಕುಡಿತದ ಚಟ ಹೆಚ್ಚುತ್ತಿದೆ. ಕುಟುಂಬಗಳು ಬೀದಿಗೆ ಬೀಳುತ್ತಿವೆ. ಚಟಗಳ ಬಾಧಿತ ಮನೆಗಳ ಮಹಿಳೆಯರಿಗೆ ಸರಕಾರ ಉಚಿತ ಕೊಡುಗೆ ನೀಡಿ ಸಮಾಧಾನ ಪಡಿಸುತ್ತಿದೆ. ಇದು ಒಂದು ಕೈಯಿಂದ ಕೊಟ್ಟು ಇನ್ನೊಂದು ಕೈಯಿಂದ ಕಿತ್ತುಕೊಳ್ಳುವ ನೀತಿ. ಸಂಸ್ಕಾರವಂತ ಸಮಾಜ ಕಟ್ಟಬೇಕಾದ ಸರಕಾರ ಜನರನ್ನು ಚಟಗಳ ಕಡೆ ತಳ್ಳುತ್ತಿರುವುದು ವಿಪರ್ಯಾಸ. ಮಕ್ಕಳಿಗೆ ಉತ್ತಮ ಶಿಕ್ಷಣ, ಯುವಕರಿಗೆ ಉದ್ಯೋಗ, ರೈತರಿಗೆ ನೆರವು ನೀಡುವ ಬದಲು ಉಚಿತಗಳ ಮೂಲಕ ಮತ ಸೆಳೆಯುವ ತಂತ್ರ ನಡೆದಿದೆ. xyxy=(495,628,749,849)
article-2-headline: ವಿದೇಶದಲ್ಲಿ ಮೇಳೈಸುತ್ತಿದೆ ಭಾರತೀಯತೆ xyxy=(623,1408,1093,1452)
footer-rule xyxy=(87,2283,1520,2286)
joke-box xyxy=(95,138,473,342)
imprint-footer: Printed by T.S. Gopinath, Published by M. Govinde Gowda on behalf of Academy Newspapers Private Limited, 15-C Industrial 'A' Layout, Bannimantap, Mysore-570 015 and Printed at Academy Newspapers Private Limited, 15-C Industrial 'A' Layout, Bannimantap, Mysore-570 015 and Published at 15-C Industrial 'A' Layout, Bannimantap, Mysore-570 015, Editor: M. Govinde Gowda Ph: 2496520 / 2496521 / 2496526 / 2496527 / 2496528. Fax: 0821-2496525. CITY OFFICES: Visweswaraya Building, III Floor, K.R. CIRCLE, MYSORE-570 001, Ph: 2431774 and No. 114, D. DEVARAJ URS ROAD (Opposite Big Bus), MYSORE-570 001. Ph: 2428695. RNI Reg. No. 36581/1980 E-mail address: mysoorumithra@gmail.com For advertisements: mysoorumithra@gmail.com xyxy=(87,2291,1520,2357)
left-divider xyxy=(95,711,473,713)
letter-2-signature: - ರಂಜಿತ್ ಪಾಷಾ, ಸಾತಗಳ್ಳಿ, ಮೈಸೂರು. xyxy=(321,2247,465,2260)
article-divider xyxy=(495,1389,1520,1390)
masthead-logo: ಮೈಸೂರು ಮಿತ್ರ xyxy=(167,364,400,412)
letters-divider xyxy=(95,1809,473,1811)
author-2-role: ಸಂಗೀತ ವಿದುಷಿ xyxy=(1337,1480,1391,1493)
bottle-icon xyxy=(1418,303,1447,412)
author-2-name: ಡಾ.ರಮಾ ವಿ. ಬೆಣ್ಣೂರ್ xyxy=(1337,1457,1436,1471)
amrutha-title: ಅಮೃತ ವಾಹಿನಿ......... xyxy=(217,560,350,578)
